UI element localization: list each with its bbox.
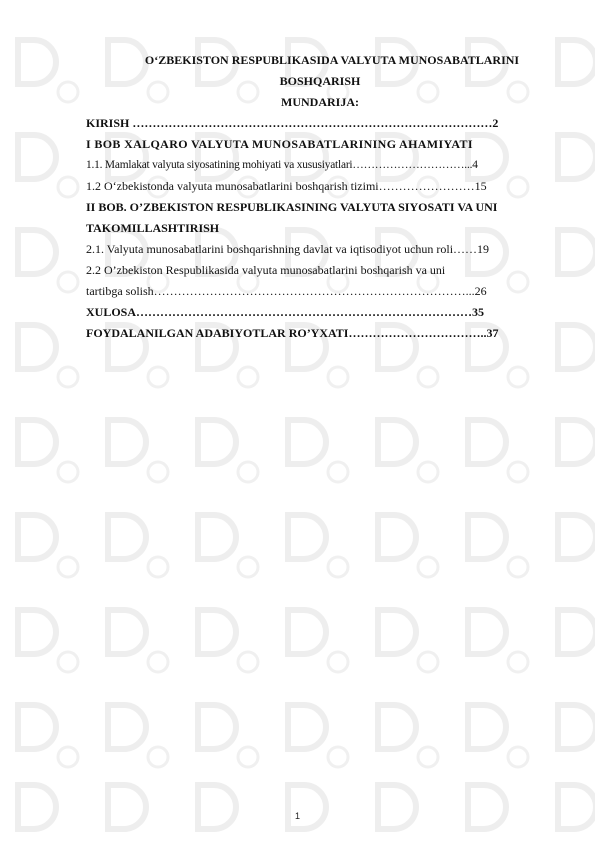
toc-entry-kirish: KIRISH ………………………………………………………………………………2	[86, 116, 499, 130]
toc-entry-2-2-cont: tartibga solish……………………………………………………………………...26	[86, 284, 487, 298]
toc-entry-references: FOYDALANILGAN ADABIYOTLAR RO’YXATI……………………………..37	[86, 326, 499, 340]
document-content	[86, 50, 554, 344]
toc-entry-chapter-2: II BOB. O’ZBEKISTON RESPUBLIKASINING VALYUTA SIYOSATI VA UNI	[86, 200, 498, 214]
toc-entry-2-1: 2.1. Valyuta munosabatlarini boshqarishning davlat va iqtisodiyot uchun roli……19	[86, 242, 490, 256]
document-title-line-2: BOSHQARISH	[279, 74, 361, 88]
document-title-line-1: O‘ZBEKISTON RESPUBLIKASIDA VALYUTA MUNOSABATLARINI	[144, 53, 520, 67]
toc-entry-2-2: 2.2 O’zbekiston Respublikasida valyuta munosabatlarini boshqarish va uni	[86, 263, 446, 277]
toc-entry-1-1: 1.1. Mamlakat valyuta siyosatining mohiyati va xususiyatlari…………………………...4	[86, 159, 478, 171]
toc-entry-chapter-2-cont: TAKOMILLASHTIRISH	[86, 221, 220, 235]
contents-heading: MUNDARIJA:	[281, 95, 359, 109]
toc-entry-xulosa: XULOSA…………………………………………………………………………35	[86, 305, 485, 319]
toc-entry-1-2: 1.2 O‘zbekistonda valyuta munosabatlarini boshqarish tizimi……………………15	[86, 179, 487, 193]
page-number: 1	[294, 811, 300, 821]
toc-entry-chapter-1: I BOB XALQARO VALYUTA MUNOSABATLARINING AHAMIYATI	[86, 137, 473, 151]
